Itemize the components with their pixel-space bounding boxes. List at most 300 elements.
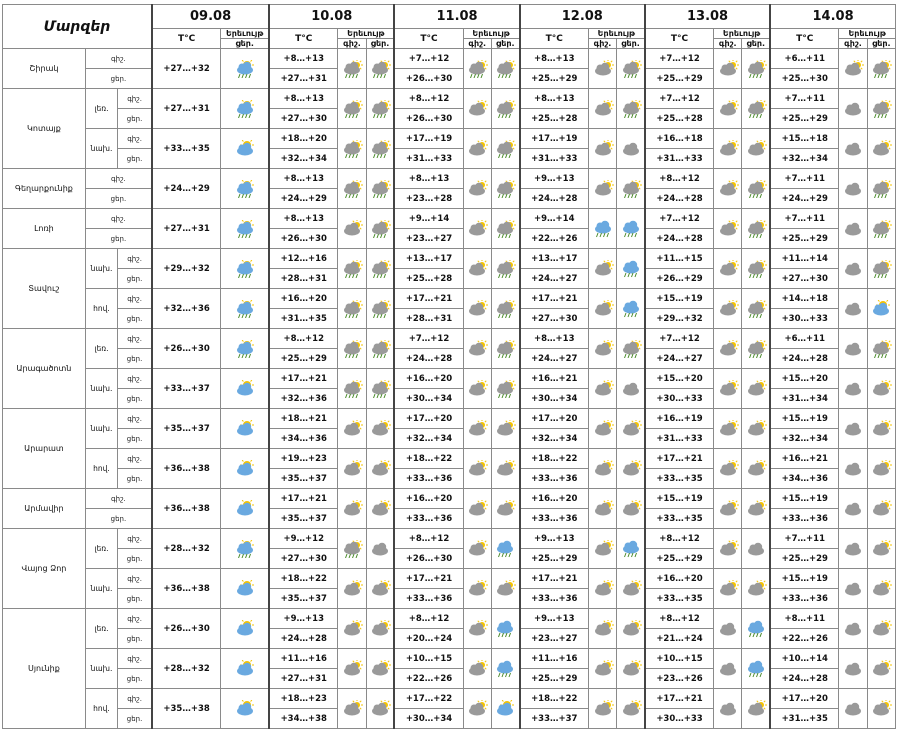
day-subheader: ցեր. bbox=[742, 39, 770, 49]
temp-header: T°C bbox=[394, 29, 463, 49]
cloud-icon bbox=[839, 569, 867, 609]
cloud-sun-icon bbox=[617, 409, 645, 449]
night-row bbox=[3, 249, 896, 269]
cloud-sun-icon bbox=[714, 369, 742, 409]
temperature-range: +11…+14 bbox=[770, 249, 839, 269]
cloud-rain-icon bbox=[491, 529, 519, 569]
temperature-range: +12…+16 bbox=[269, 249, 338, 269]
sun-cloud-rain-icon bbox=[221, 529, 269, 569]
temperature-range: +25…+29 bbox=[645, 69, 714, 89]
cloud-sun-icon bbox=[742, 129, 770, 169]
temperature-range: +8…+12 bbox=[645, 529, 714, 549]
cloud-rain-sun-icon bbox=[338, 129, 366, 169]
temperature-range: +34…+36 bbox=[770, 469, 839, 489]
temperature-range: +25…+29 bbox=[520, 69, 589, 89]
phenomenon-header: Երեւույթ bbox=[588, 29, 645, 39]
cloud-rain-sun-icon bbox=[366, 209, 394, 249]
sun-cloud-icon bbox=[221, 409, 269, 449]
temperature-range: +24…+28 bbox=[520, 189, 589, 209]
cloud-sun-icon bbox=[366, 609, 394, 649]
temperature-range: +33…+35 bbox=[645, 469, 714, 489]
cloud-sun-icon bbox=[867, 409, 895, 449]
temperature-range: +11…+16 bbox=[520, 649, 589, 669]
cloud-sun-icon bbox=[463, 289, 491, 329]
zone-label: նախ. bbox=[85, 129, 117, 169]
temperature-range: +22…+26 bbox=[394, 669, 463, 689]
temperature-range: +32…+36 bbox=[269, 389, 338, 409]
cloud-icon bbox=[617, 369, 645, 409]
cloud-sun-icon bbox=[867, 569, 895, 609]
temperature-range: +25…+29 bbox=[269, 349, 338, 369]
temperature-range: +30…+33 bbox=[645, 709, 714, 729]
night-label: գիշ. bbox=[118, 129, 152, 149]
cloud-rain-sun-icon bbox=[742, 289, 770, 329]
temperature-range: +25…+28 bbox=[520, 109, 589, 129]
temperature-range: +17…+21 bbox=[645, 449, 714, 469]
temperature-range: +25…+29 bbox=[520, 669, 589, 689]
zone-label: նախ. bbox=[85, 409, 117, 449]
day-label: ցեր. bbox=[85, 69, 152, 89]
sun-cloud-icon bbox=[221, 449, 269, 489]
cloud-sun-icon bbox=[338, 409, 366, 449]
temperature-range: +17…+21 bbox=[269, 489, 338, 509]
region-name: Տավուշ bbox=[3, 249, 86, 329]
cloud-sun-icon bbox=[588, 649, 616, 689]
cloud-sun-icon bbox=[366, 409, 394, 449]
cloud-icon bbox=[714, 649, 742, 689]
region-name: Շիրակ bbox=[3, 49, 86, 89]
zone-label: լեռ. bbox=[85, 609, 117, 649]
temperature-range: +24…+29 bbox=[152, 169, 221, 209]
temperature-range: +23…+27 bbox=[520, 629, 589, 649]
night-row bbox=[3, 689, 896, 709]
cloud-rain-sun-icon bbox=[338, 249, 366, 289]
temperature-range: +25…+30 bbox=[770, 69, 839, 89]
forecast-table bbox=[2, 4, 896, 729]
cloud-icon bbox=[839, 329, 867, 369]
cloud-sun-icon bbox=[714, 289, 742, 329]
cloud-sun-icon bbox=[714, 209, 742, 249]
cloud-sun-icon bbox=[867, 489, 895, 529]
temperature-range: +18…+22 bbox=[394, 449, 463, 469]
temperature-range: +16…+21 bbox=[770, 449, 839, 469]
cloud-sun-icon bbox=[463, 129, 491, 169]
cloud-sun-icon bbox=[588, 289, 616, 329]
zone-label: նախ. bbox=[85, 649, 117, 689]
temperature-range: +9…+12 bbox=[269, 529, 338, 549]
temperature-range: +20…+24 bbox=[394, 629, 463, 649]
phenomenon-header: Երեւույթ bbox=[221, 29, 269, 39]
day-subheader: ցեր. bbox=[867, 39, 895, 49]
cloud-icon bbox=[839, 449, 867, 489]
temperature-range: +10…+15 bbox=[394, 649, 463, 669]
night-label: գիշ. bbox=[118, 369, 152, 389]
cloud-icon bbox=[839, 649, 867, 689]
sun-cloud-rain-icon bbox=[221, 49, 269, 89]
cloud-rain-sun-icon bbox=[491, 89, 519, 129]
cloud-rain-icon bbox=[588, 209, 616, 249]
temperature-range: +26…+30 bbox=[269, 229, 338, 249]
cloud-sun-icon bbox=[714, 329, 742, 369]
cloud-rain-icon bbox=[742, 609, 770, 649]
cloud-sun-icon bbox=[617, 569, 645, 609]
temperature-range: +25…+29 bbox=[645, 549, 714, 569]
cloud-rain-sun-icon bbox=[491, 289, 519, 329]
temperature-range: +24…+29 bbox=[770, 189, 839, 209]
temperature-range: +33…+36 bbox=[394, 589, 463, 609]
temperature-range: +32…+34 bbox=[394, 429, 463, 449]
temperature-range: +9…+13 bbox=[520, 529, 589, 549]
cloud-rain-sun-icon bbox=[617, 169, 645, 209]
temperature-range: +16…+20 bbox=[394, 369, 463, 389]
temperature-range: +33…+36 bbox=[770, 509, 839, 529]
phenomenon-header: Երեւույթ bbox=[839, 29, 896, 39]
temperature-range: +35…+37 bbox=[269, 589, 338, 609]
temperature-range: +28…+31 bbox=[269, 269, 338, 289]
cloud-rain-sun-icon bbox=[867, 89, 895, 129]
cloud-sun-icon bbox=[588, 489, 616, 529]
cloud-sun-icon bbox=[742, 569, 770, 609]
date-header: 09.08 bbox=[152, 5, 269, 29]
night-subheader: գիշ. bbox=[588, 39, 616, 49]
temperature-range: +27…+31 bbox=[269, 69, 338, 89]
temperature-range: +27…+30 bbox=[770, 269, 839, 289]
cloud-sun-icon bbox=[588, 249, 616, 289]
cloud-sun-icon bbox=[714, 529, 742, 569]
night-label: գիշ. bbox=[118, 249, 152, 269]
temperature-range: +8…+13 bbox=[394, 169, 463, 189]
cloud-icon bbox=[839, 169, 867, 209]
temperature-range: +31…+34 bbox=[770, 389, 839, 409]
cloud-rain-sun-icon bbox=[491, 329, 519, 369]
temperature-range: +7…+11 bbox=[770, 89, 839, 109]
temperature-range: +22…+26 bbox=[770, 629, 839, 649]
temperature-range: +29…+32 bbox=[152, 249, 221, 289]
cloud-sun-icon bbox=[338, 649, 366, 689]
cloud-sun-icon bbox=[714, 249, 742, 289]
cloud-sun-icon bbox=[714, 49, 742, 89]
zone-label: նախ. bbox=[85, 369, 117, 409]
temperature-range: +33…+36 bbox=[520, 469, 589, 489]
cloud-rain-icon bbox=[742, 649, 770, 689]
region-name: Արմավիր bbox=[3, 489, 86, 529]
cloud-icon bbox=[839, 529, 867, 569]
night-subheader: գիշ. bbox=[839, 39, 867, 49]
cloud-rain-sun-icon bbox=[366, 249, 394, 289]
cloud-rain-sun-icon bbox=[742, 249, 770, 289]
cloud-sun-icon bbox=[588, 529, 616, 569]
temperature-range: +17…+21 bbox=[269, 369, 338, 389]
temperature-range: +14…+18 bbox=[770, 289, 839, 309]
day-subheader: ցեր. bbox=[221, 39, 269, 49]
night-label: գիշ. bbox=[118, 449, 152, 469]
temperature-range: +21…+24 bbox=[645, 629, 714, 649]
temperature-range: +31…+33 bbox=[394, 149, 463, 169]
temperature-range: +15…+19 bbox=[770, 569, 839, 589]
night-label: գիշ. bbox=[118, 609, 152, 629]
cloud-icon bbox=[839, 289, 867, 329]
temperature-range: +24…+27 bbox=[520, 349, 589, 369]
region-name: Արագածոտն bbox=[3, 329, 86, 409]
date-header: 10.08 bbox=[269, 5, 394, 29]
temperature-range: +25…+29 bbox=[520, 549, 589, 569]
cloud-sun-icon bbox=[366, 689, 394, 729]
night-row bbox=[3, 289, 896, 309]
temperature-range: +15…+18 bbox=[770, 129, 839, 149]
temperature-range: +30…+34 bbox=[394, 389, 463, 409]
temperature-range: +9…+13 bbox=[520, 609, 589, 629]
temperature-range: +36…+38 bbox=[152, 569, 221, 609]
cloud-sun-icon bbox=[588, 449, 616, 489]
cloud-rain-sun-icon bbox=[366, 49, 394, 89]
day-label: ցեր. bbox=[118, 269, 152, 289]
temperature-range: +8…+13 bbox=[520, 49, 589, 69]
cloud-sun-icon bbox=[867, 689, 895, 729]
sun-cloud-rain-icon bbox=[221, 169, 269, 209]
night-row bbox=[3, 369, 896, 389]
temperature-range: +8…+11 bbox=[770, 609, 839, 629]
cloud-sun-icon bbox=[742, 369, 770, 409]
temperature-range: +30…+34 bbox=[520, 389, 589, 409]
sun-cloud-rain-icon bbox=[221, 89, 269, 129]
temperature-range: +13…+17 bbox=[520, 249, 589, 269]
cloud-rain-icon bbox=[617, 209, 645, 249]
cloud-rain-sun-icon bbox=[742, 329, 770, 369]
day-label: ցեր. bbox=[118, 589, 152, 609]
day-label: ցեր. bbox=[118, 629, 152, 649]
day-label: ցեր. bbox=[85, 229, 152, 249]
cloud-icon bbox=[839, 209, 867, 249]
night-label: գիշ. bbox=[118, 329, 152, 349]
temperature-range: +36…+38 bbox=[152, 449, 221, 489]
day-label: ցեր. bbox=[118, 549, 152, 569]
cloud-rain-sun-icon bbox=[338, 329, 366, 369]
temperature-range: +6…+11 bbox=[770, 329, 839, 349]
cloud-sun-icon bbox=[338, 569, 366, 609]
cloud-rain-sun-icon bbox=[742, 209, 770, 249]
cloud-rain-sun-icon bbox=[742, 49, 770, 89]
cloud-sun-icon bbox=[338, 689, 366, 729]
temperature-range: +10…+14 bbox=[770, 649, 839, 669]
temperature-range: +28…+31 bbox=[394, 309, 463, 329]
temperature-range: +8…+13 bbox=[269, 49, 338, 69]
sun-cloud-icon bbox=[221, 689, 269, 729]
zone-label: լեռ. bbox=[85, 529, 117, 569]
temperature-range: +35…+37 bbox=[152, 409, 221, 449]
temperature-range: +8…+13 bbox=[269, 169, 338, 189]
cloud-sun-icon bbox=[588, 609, 616, 649]
temperature-range: +32…+34 bbox=[269, 149, 338, 169]
cloud-sun-icon bbox=[588, 569, 616, 609]
cloud-sun-icon bbox=[463, 609, 491, 649]
cloud-sun-icon bbox=[491, 409, 519, 449]
cloud-sun-icon bbox=[338, 609, 366, 649]
cloud-sun-icon bbox=[588, 329, 616, 369]
temperature-range: +15…+20 bbox=[645, 369, 714, 389]
day-label: ցեր. bbox=[118, 429, 152, 449]
temperature-range: +17…+19 bbox=[394, 129, 463, 149]
temperature-range: +32…+34 bbox=[520, 429, 589, 449]
temperature-range: +22…+26 bbox=[520, 229, 589, 249]
night-label: գիշ. bbox=[85, 169, 152, 189]
sun-cloud-rain-icon bbox=[221, 329, 269, 369]
cloud-sun-icon bbox=[338, 209, 366, 249]
temperature-range: +23…+28 bbox=[394, 189, 463, 209]
cloud-sun-icon bbox=[742, 409, 770, 449]
cloud-rain-icon bbox=[617, 249, 645, 289]
sun-cloud-icon bbox=[221, 369, 269, 409]
cloud-rain-sun-icon bbox=[463, 49, 491, 89]
night-label: գիշ. bbox=[118, 89, 152, 109]
cloud-rain-sun-icon bbox=[338, 89, 366, 129]
temperature-range: +15…+19 bbox=[645, 489, 714, 509]
temperature-range: +16…+21 bbox=[520, 369, 589, 389]
temperature-range: +17…+20 bbox=[520, 409, 589, 429]
phenomenon-header: Երեւույթ bbox=[463, 29, 520, 39]
temperature-range: +25…+28 bbox=[394, 269, 463, 289]
cloud-sun-icon bbox=[867, 369, 895, 409]
temperature-range: +32…+36 bbox=[152, 289, 221, 329]
temperature-range: +32…+34 bbox=[770, 429, 839, 449]
cloud-icon bbox=[742, 529, 770, 569]
temperature-range: +9…+13 bbox=[520, 169, 589, 189]
day-subheader: ցեր. bbox=[491, 39, 519, 49]
cloud-rain-icon bbox=[617, 529, 645, 569]
cloud-sun-icon bbox=[366, 449, 394, 489]
cloud-rain-sun-icon bbox=[491, 369, 519, 409]
cloud-rain-sun-icon bbox=[867, 209, 895, 249]
night-row bbox=[3, 529, 896, 549]
day-label: ցեր. bbox=[85, 509, 152, 529]
cloud-sun-icon bbox=[742, 489, 770, 529]
sun-cloud-icon bbox=[221, 649, 269, 689]
temperature-range: +24…+28 bbox=[394, 349, 463, 369]
temperature-range: +27…+30 bbox=[269, 109, 338, 129]
cloud-sun-icon bbox=[588, 89, 616, 129]
day-label: ցեր. bbox=[118, 109, 152, 129]
day-subheader: ցեր. bbox=[366, 39, 394, 49]
temperature-range: +25…+29 bbox=[770, 549, 839, 569]
cloud-rain-sun-icon bbox=[366, 289, 394, 329]
night-row bbox=[3, 209, 896, 229]
temperature-range: +31…+35 bbox=[770, 709, 839, 729]
cloud-sun-icon bbox=[463, 89, 491, 129]
night-subheader: գիշ. bbox=[463, 39, 491, 49]
day-subheader: ցեր. bbox=[617, 39, 645, 49]
temperature-range: +8…+12 bbox=[645, 609, 714, 629]
temperature-range: +15…+19 bbox=[770, 409, 839, 429]
cloud-sun-icon bbox=[867, 129, 895, 169]
temperature-range: +7…+12 bbox=[645, 89, 714, 109]
temperature-range: +8…+12 bbox=[394, 89, 463, 109]
cloud-rain-sun-icon bbox=[491, 49, 519, 89]
cloud-rain-sun-icon bbox=[867, 249, 895, 289]
temperature-range: +27…+31 bbox=[152, 209, 221, 249]
forecast-table-wrapper bbox=[2, 4, 896, 729]
cloud-sun-icon bbox=[463, 409, 491, 449]
night-row bbox=[3, 489, 896, 509]
cloud-rain-sun-icon bbox=[617, 49, 645, 89]
temperature-range: +9…+14 bbox=[520, 209, 589, 229]
temperature-range: +25…+28 bbox=[645, 109, 714, 129]
cloud-sun-icon bbox=[588, 169, 616, 209]
temperature-range: +27…+31 bbox=[152, 89, 221, 129]
cloud-icon bbox=[839, 609, 867, 649]
night-row bbox=[3, 569, 896, 589]
cloud-rain-sun-icon bbox=[338, 369, 366, 409]
night-row bbox=[3, 449, 896, 469]
temperature-range: +8…+12 bbox=[394, 529, 463, 549]
cloud-sun-icon bbox=[491, 489, 519, 529]
region-name: Արարատ bbox=[3, 409, 86, 489]
temperature-range: +24…+29 bbox=[269, 189, 338, 209]
temperature-range: +31…+33 bbox=[645, 149, 714, 169]
cloud-rain-icon bbox=[491, 609, 519, 649]
cloud-sun-icon bbox=[463, 649, 491, 689]
cloud-rain-sun-icon bbox=[338, 289, 366, 329]
cloud-icon bbox=[714, 609, 742, 649]
temperature-range: +16…+20 bbox=[394, 489, 463, 509]
cloud-sun-icon bbox=[491, 569, 519, 609]
cloud-rain-sun-icon bbox=[617, 89, 645, 129]
sun-cloud-rain-icon bbox=[221, 249, 269, 289]
cloud-sun-icon bbox=[588, 689, 616, 729]
temperature-range: +24…+27 bbox=[520, 269, 589, 289]
day-label: ցեր. bbox=[118, 389, 152, 409]
night-label: գիշ. bbox=[118, 529, 152, 549]
temp-header: T°C bbox=[520, 29, 589, 49]
cloud-icon bbox=[366, 529, 394, 569]
cloud-rain-sun-icon bbox=[742, 169, 770, 209]
temperature-range: +27…+31 bbox=[269, 669, 338, 689]
temperature-range: +18…+22 bbox=[520, 449, 589, 469]
temperature-range: +27…+30 bbox=[269, 549, 338, 569]
temperature-range: +23…+27 bbox=[394, 229, 463, 249]
zone-label: նախ. bbox=[85, 249, 117, 289]
cloud-sun-icon bbox=[463, 449, 491, 489]
temperature-range: +26…+30 bbox=[394, 109, 463, 129]
cloud-sun-icon bbox=[617, 689, 645, 729]
temperature-range: +33…+35 bbox=[645, 509, 714, 529]
temperature-range: +8…+13 bbox=[520, 89, 589, 109]
cloud-sun-icon bbox=[463, 489, 491, 529]
temperature-range: +7…+11 bbox=[770, 209, 839, 229]
temperature-range: +26…+30 bbox=[394, 69, 463, 89]
temperature-range: +19…+23 bbox=[269, 449, 338, 469]
temperature-range: +10…+15 bbox=[645, 649, 714, 669]
cloud-rain-sun-icon bbox=[366, 129, 394, 169]
temperature-range: +36…+38 bbox=[152, 489, 221, 529]
temperature-range: +17…+22 bbox=[394, 689, 463, 709]
cloud-sun-icon bbox=[463, 569, 491, 609]
sun-cloud-icon bbox=[867, 289, 895, 329]
phenomenon-header: Երեւույթ bbox=[338, 29, 395, 39]
cloud-sun-icon bbox=[588, 49, 616, 89]
cloud-sun-icon bbox=[617, 649, 645, 689]
temperature-range: +8…+12 bbox=[394, 609, 463, 629]
temperature-range: +24…+28 bbox=[770, 349, 839, 369]
cloud-sun-icon bbox=[463, 329, 491, 369]
date-header: 13.08 bbox=[645, 5, 770, 29]
cloud-sun-icon bbox=[463, 209, 491, 249]
temperature-range: +29…+32 bbox=[645, 309, 714, 329]
temperature-range: +34…+38 bbox=[269, 709, 338, 729]
cloud-rain-sun-icon bbox=[338, 169, 366, 209]
temperature-range: +25…+29 bbox=[770, 229, 839, 249]
cloud-sun-icon bbox=[839, 49, 867, 89]
temperature-range: +23…+26 bbox=[645, 669, 714, 689]
region-name: Սյունիք bbox=[3, 609, 86, 729]
